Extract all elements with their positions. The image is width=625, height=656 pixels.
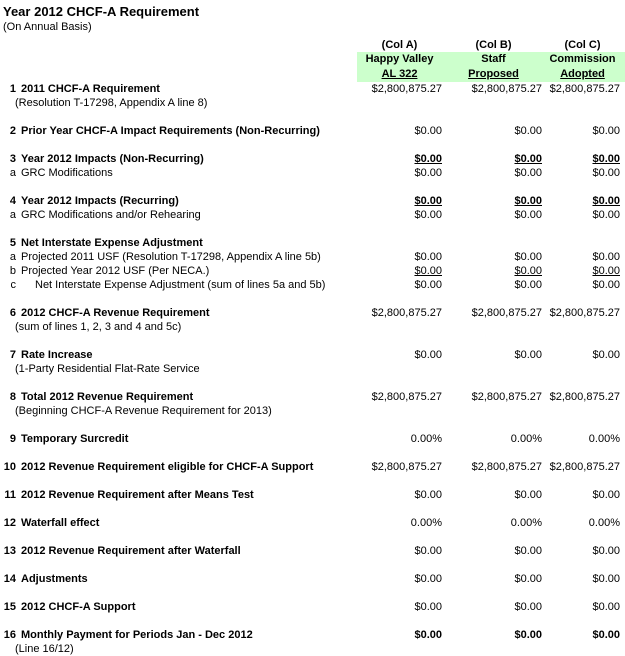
- value-cell-col-b: $0.00: [514, 251, 542, 263]
- value-cell-col-b: $0.00: [514, 601, 542, 613]
- value-cell-col-c: $0.00: [592, 153, 620, 165]
- row-subnote: [3, 96, 625, 110]
- value-cell-col-a: $0.00: [414, 265, 442, 277]
- row-subnote: [3, 642, 625, 656]
- table-row: [3, 306, 625, 320]
- value-cell-col-b: $0.00: [514, 265, 542, 277]
- table-row: [3, 264, 625, 278]
- value-cell-col-b: $0.00: [514, 167, 542, 179]
- row-label: Year 2012 Impacts (Recurring): [21, 195, 179, 207]
- line-number: a: [9, 167, 16, 179]
- table-row: [3, 152, 625, 166]
- table-row: [3, 600, 625, 614]
- col-b-header-line2: [445, 67, 545, 82]
- row-subnote-text: (Line 16/12): [15, 643, 74, 655]
- value-cell-col-c: $0.00: [592, 489, 620, 501]
- header-spacer: [3, 52, 357, 67]
- row-subnote-text: (Beginning CHCF-A Revenue Requirement for 2013): [15, 405, 272, 417]
- line-number: 9: [9, 433, 16, 445]
- table-row: [3, 82, 625, 96]
- col-b-header-line2-text: Proposed: [468, 68, 519, 80]
- header-spacer: [3, 38, 357, 52]
- value-cell-col-a: $0.00: [414, 125, 442, 137]
- row-label: 2012 CHCF-A Revenue Requirement: [21, 307, 210, 319]
- row-label: Waterfall effect: [21, 517, 100, 529]
- row-label: 2011 CHCF-A Requirement: [21, 83, 160, 95]
- value-cell-col-c: [545, 236, 625, 250]
- column-group-header-row-1: [3, 52, 625, 67]
- col-a-header-line1: Happy Valley: [357, 52, 445, 67]
- header-spacer: [3, 67, 357, 82]
- table-row: [3, 348, 625, 362]
- table-row: [3, 572, 625, 586]
- row-label: Net Interstate Expense Adjustment: [21, 237, 203, 249]
- page-title: Year 2012 CHCF-A Requirement: [3, 4, 200, 19]
- row-label: 2012 CHCF-A Support: [21, 601, 136, 613]
- line-number: b: [9, 265, 16, 277]
- table-row: [3, 236, 625, 250]
- value-cell-col-a: $2,800,875.27: [371, 307, 442, 319]
- table-row: [3, 208, 625, 222]
- line-number: 8: [9, 391, 16, 403]
- value-cell-col-c: $0.00: [592, 265, 620, 277]
- row-label: Projected Year 2012 USF (Per NECA.): [21, 265, 210, 277]
- value-cell-col-a: $0.00: [414, 629, 442, 641]
- table-row: [3, 516, 625, 530]
- value-cell-col-c: $2,800,875.27: [549, 83, 620, 95]
- page-subtitle: (On Annual Basis): [3, 21, 92, 33]
- line-number: 1: [9, 83, 16, 95]
- value-cell-col-a: $2,800,875.27: [371, 391, 442, 403]
- line-number: 11: [4, 489, 16, 501]
- row-label: Adjustments: [21, 573, 88, 585]
- line-number: 13: [3, 545, 16, 557]
- col-a-header-line2-text: AL 322: [381, 68, 418, 80]
- value-cell-col-c: $0.00: [592, 195, 620, 207]
- table-row: [3, 194, 625, 208]
- row-subnote: [3, 320, 625, 334]
- row-spacer: [3, 376, 625, 390]
- value-cell-col-a: $0.00: [414, 209, 442, 221]
- col-a-letter-label: (Col A): [381, 39, 418, 51]
- row-label: GRC Modifications: [21, 167, 113, 179]
- value-cell-col-c: $0.00: [592, 251, 620, 263]
- value-cell-col-a: $0.00: [414, 167, 442, 179]
- line-number: a: [9, 209, 16, 221]
- value-cell-col-c: $2,800,875.27: [549, 391, 620, 403]
- table-row: [3, 460, 625, 474]
- value-cell-col-a: $0.00: [414, 153, 442, 165]
- value-cell-col-b: [445, 236, 545, 250]
- line-number: 12: [3, 517, 16, 529]
- row-subnote-text: (sum of lines 1, 2, 3 and 4 and 5c): [15, 321, 182, 333]
- value-cell-col-b: $0.00: [514, 629, 542, 641]
- row-spacer: [3, 180, 625, 194]
- row-spacer: [3, 334, 625, 348]
- table-row: [3, 124, 625, 138]
- value-cell-col-a: $2,800,875.27: [371, 461, 442, 473]
- row-label: 2012 Revenue Requirement eligible for CHCF-A Support: [21, 461, 314, 473]
- value-cell-col-b: $2,800,875.27: [471, 83, 542, 95]
- value-cell-col-c: $0.00: [592, 125, 620, 137]
- table-row: [3, 628, 625, 642]
- row-spacer: [3, 474, 625, 488]
- value-cell-col-b: $2,800,875.27: [471, 391, 542, 403]
- row-spacer: [3, 502, 625, 516]
- line-number: c: [10, 279, 16, 291]
- value-cell-col-a: 0.00%: [410, 517, 442, 529]
- row-label: Projected 2011 USF (Resolution T-17298, Appendix A line 5b): [21, 251, 321, 263]
- row-spacer: [3, 418, 625, 432]
- row-label: 2012 Revenue Requirement after Means Test: [21, 489, 254, 501]
- line-number: 15: [3, 601, 16, 613]
- value-cell-col-c: $0.00: [592, 601, 620, 613]
- value-cell-col-b: $0.00: [514, 153, 542, 165]
- table-row: [3, 166, 625, 180]
- value-cell-col-b: $0.00: [514, 195, 542, 207]
- row-label: Prior Year CHCF-A Impact Requirements (Non-Recurring): [21, 125, 320, 137]
- line-number: 16: [3, 629, 16, 641]
- row-label: GRC Modifications and/or Rehearing: [21, 209, 201, 221]
- row-spacer: [3, 586, 625, 600]
- row-label: Net Interstate Expense Adjustment (sum of lines 5a and 5b): [35, 279, 326, 291]
- row-subnote-text: (Resolution T-17298, Appendix A line 8): [15, 97, 208, 109]
- table-row: [3, 250, 625, 264]
- value-cell-col-c: $2,800,875.27: [549, 307, 620, 319]
- line-number: 4: [9, 195, 16, 207]
- row-spacer: [3, 558, 625, 572]
- value-cell-col-c: $0.00: [592, 279, 620, 291]
- row-label: Year 2012 Impacts (Non-Recurring): [21, 153, 204, 165]
- line-number: 5: [9, 237, 16, 249]
- value-cell-col-a: $0.00: [414, 251, 442, 263]
- value-cell-col-c: $0.00: [592, 629, 620, 641]
- value-cell-col-b: $0.00: [514, 349, 542, 361]
- col-c-header-line1: Commission: [545, 52, 625, 67]
- row-spacer: [3, 222, 625, 236]
- table-row: [3, 432, 625, 446]
- value-cell-col-a: $2,800,875.27: [371, 83, 442, 95]
- value-cell-col-a: [357, 236, 445, 250]
- value-cell-col-b: $0.00: [514, 279, 542, 291]
- value-cell-col-b: $0.00: [514, 125, 542, 137]
- value-cell-col-b: $2,800,875.27: [471, 461, 542, 473]
- row-subnote: [3, 362, 625, 376]
- line-number: 7: [9, 349, 16, 361]
- row-spacer: [3, 138, 625, 152]
- value-cell-col-a: $0.00: [414, 545, 442, 557]
- col-a-header-line2: [357, 67, 445, 82]
- line-number: a: [9, 251, 16, 263]
- value-cell-col-a: $0.00: [414, 601, 442, 613]
- col-b-header-line1: Staff: [445, 52, 545, 67]
- value-cell-col-a: $0.00: [414, 573, 442, 585]
- row-label: 2012 Revenue Requirement after Waterfall: [21, 545, 241, 557]
- value-cell-col-b: $0.00: [514, 209, 542, 221]
- row-subnote: [3, 404, 625, 418]
- value-cell-col-b: 0.00%: [510, 517, 542, 529]
- value-cell-col-c: $0.00: [592, 349, 620, 361]
- value-cell-col-a: $0.00: [414, 489, 442, 501]
- row-spacer: [3, 530, 625, 544]
- row-label: Total 2012 Revenue Requirement: [21, 391, 194, 403]
- rows: [3, 82, 625, 656]
- value-cell-col-a: 0.00%: [410, 433, 442, 445]
- value-cell-col-a: $0.00: [414, 279, 442, 291]
- row-spacer: [3, 446, 625, 460]
- table-row: [3, 544, 625, 558]
- row-subnote-text: (1-Party Residential Flat-Rate Service: [15, 363, 200, 375]
- row-spacer: [3, 110, 625, 124]
- column-group-header-row-2: [3, 67, 625, 82]
- value-cell-col-c: 0.00%: [588, 517, 620, 529]
- row-spacer: [3, 614, 625, 628]
- row-label: Temporary Surcredit: [21, 433, 129, 445]
- line-number: 6: [9, 307, 16, 319]
- row-label: Monthly Payment for Periods Jan - Dec 2012: [21, 629, 253, 641]
- value-cell-col-b: $0.00: [514, 545, 542, 557]
- line-number: 2: [9, 125, 16, 137]
- col-c-header-line2-text: Adopted: [560, 68, 605, 80]
- line-number: 3: [9, 153, 16, 165]
- value-cell-col-c: $0.00: [592, 167, 620, 179]
- row-label: Rate Increase: [21, 349, 93, 361]
- line-number: 14: [3, 573, 16, 585]
- col-c-header-line2: [545, 67, 625, 82]
- value-cell-col-c: $2,800,875.27: [549, 461, 620, 473]
- value-cell-col-c: $0.00: [592, 209, 620, 221]
- table-row: [3, 390, 625, 404]
- col-c-letter-label: (Col C): [564, 39, 601, 51]
- column-letter-header-row: [3, 38, 625, 52]
- value-cell-col-b: $2,800,875.27: [471, 307, 542, 319]
- value-cell-col-c: 0.00%: [588, 433, 620, 445]
- table-row: [3, 278, 625, 292]
- col-b-letter-label: (Col B): [475, 39, 512, 51]
- value-cell-col-c: $0.00: [592, 545, 620, 557]
- line-number: 10: [3, 461, 16, 473]
- value-cell-col-b: $0.00: [514, 573, 542, 585]
- value-cell-col-a: $0.00: [414, 195, 442, 207]
- value-cell-col-b: $0.00: [514, 489, 542, 501]
- table-row: [3, 488, 625, 502]
- value-cell-col-b: 0.00%: [510, 433, 542, 445]
- value-cell-col-a: $0.00: [414, 349, 442, 361]
- row-spacer: [3, 292, 625, 306]
- value-cell-col-c: $0.00: [592, 573, 620, 585]
